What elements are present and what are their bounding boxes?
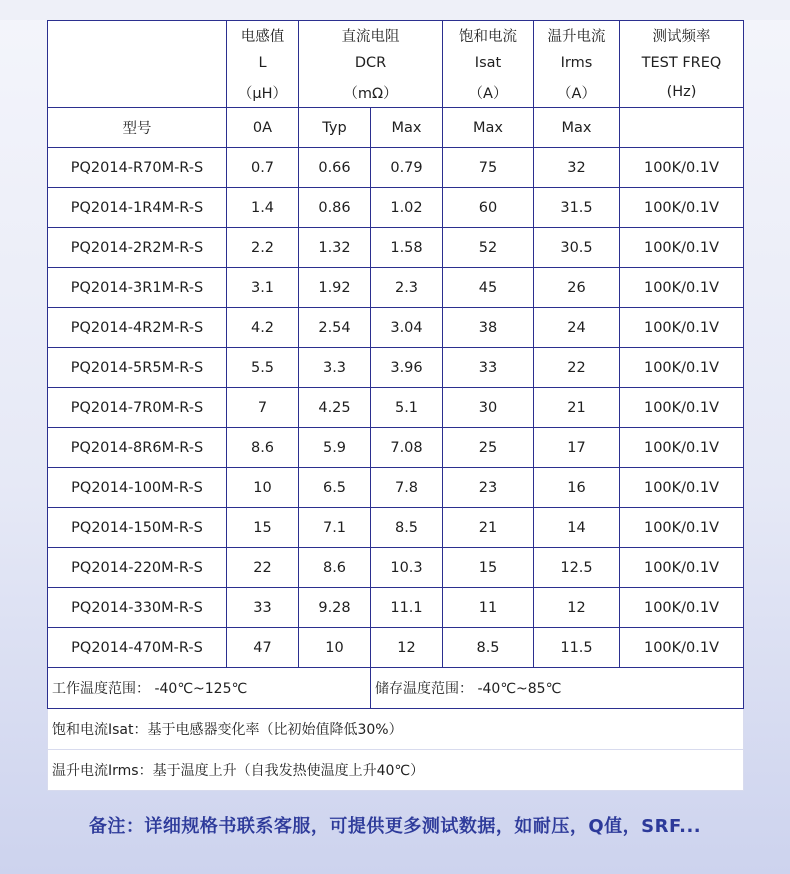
cell-dcr-typ: 8.6 [299, 548, 371, 588]
cell-inductance: 0.7 [227, 148, 299, 188]
header-row-names [48, 21, 744, 50]
header-unit-hz: (Hz) [620, 77, 744, 108]
cell-model: PQ2014-220M-R-S [48, 548, 227, 588]
cell-dcr-max: 0.79 [371, 148, 443, 188]
table-row [48, 508, 744, 548]
table-row [48, 588, 744, 628]
cell-isat: 25 [443, 428, 534, 468]
cell-dcr-typ: 6.5 [299, 468, 371, 508]
cell-model: PQ2014-4R2M-R-S [48, 308, 227, 348]
header-irms: 温升电流 [534, 21, 620, 50]
header-model-blank-1 [48, 21, 227, 50]
cell-isat: 75 [443, 148, 534, 188]
cell-model: PQ2014-7R0M-R-S [48, 388, 227, 428]
cell-isat: 60 [443, 188, 534, 228]
top-strip [0, 0, 790, 20]
header-model: 型号 [48, 108, 227, 148]
cell-test-freq: 100K/0.1V [620, 468, 744, 508]
storage-temp-note: 储存温度范围： -40℃~85℃ [371, 668, 744, 709]
cell-dcr-max: 10.3 [371, 548, 443, 588]
header-model-blank-3 [48, 77, 227, 108]
cell-isat: 11 [443, 588, 534, 628]
header-sub-isat-max: Max [443, 108, 534, 148]
table-row [48, 348, 744, 388]
cell-inductance: 4.2 [227, 308, 299, 348]
cell-test-freq: 100K/0.1V [620, 628, 744, 668]
cell-dcr-typ: 0.86 [299, 188, 371, 228]
table-row [48, 188, 744, 228]
cell-dcr-typ: 5.9 [299, 428, 371, 468]
cell-dcr-max: 11.1 [371, 588, 443, 628]
cell-inductance: 10 [227, 468, 299, 508]
cell-test-freq: 100K/0.1V [620, 388, 744, 428]
header-row-units [48, 77, 744, 108]
table-row [48, 628, 744, 668]
cell-inductance: 5.5 [227, 348, 299, 388]
cell-test-freq: 100K/0.1V [620, 508, 744, 548]
operating-temp-note: 工作温度范围： -40℃~125℃ [48, 668, 371, 709]
cell-test-freq: 100K/0.1V [620, 548, 744, 588]
table-row [48, 148, 744, 188]
remark-text: 备注：详细规格书联系客服，可提供更多测试数据，如耐压，Q值，SRF... [88, 816, 702, 837]
cell-isat: 8.5 [443, 628, 534, 668]
cell-test-freq: 100K/0.1V [620, 148, 744, 188]
cell-dcr-max: 3.04 [371, 308, 443, 348]
header-isat: 饱和电流 [443, 21, 534, 50]
cell-test-freq: 100K/0.1V [620, 588, 744, 628]
cell-irms: 26 [534, 268, 620, 308]
cell-inductance: 15 [227, 508, 299, 548]
header-symbol-l: L [227, 49, 299, 77]
cell-model: PQ2014-150M-R-S [48, 508, 227, 548]
header-dcr: 直流电阻 [299, 21, 443, 50]
cell-irms: 17 [534, 428, 620, 468]
cell-isat: 21 [443, 508, 534, 548]
cell-isat: 30 [443, 388, 534, 428]
note-temperature-row [48, 668, 744, 709]
isat-note: 饱和电流Isat：基于电感器变化率（比初始值降低30%） [48, 709, 744, 750]
cell-irms: 22 [534, 348, 620, 388]
cell-model: PQ2014-330M-R-S [48, 588, 227, 628]
cell-irms: 31.5 [534, 188, 620, 228]
cell-irms: 30.5 [534, 228, 620, 268]
cell-isat: 23 [443, 468, 534, 508]
header-row-sub [48, 108, 744, 148]
cell-dcr-max: 5.1 [371, 388, 443, 428]
cell-dcr-typ: 0.66 [299, 148, 371, 188]
cell-dcr-typ: 3.3 [299, 348, 371, 388]
irms-note: 温升电流Irms：基于温度上升（自我发热使温度上升40℃） [48, 750, 744, 791]
cell-dcr-typ: 10 [299, 628, 371, 668]
cell-irms: 24 [534, 308, 620, 348]
table-row [48, 388, 744, 428]
header-unit-mohm: （mΩ） [299, 77, 443, 108]
cell-dcr-typ: 2.54 [299, 308, 371, 348]
cell-model: PQ2014-8R6M-R-S [48, 428, 227, 468]
cell-test-freq: 100K/0.1V [620, 228, 744, 268]
header-symbol-isat: Isat [443, 49, 534, 77]
header-row-symbols [48, 49, 744, 77]
table-row [48, 268, 744, 308]
header-sub-typ: Typ [299, 108, 371, 148]
cell-irms: 32 [534, 148, 620, 188]
note-isat-row [48, 709, 744, 750]
cell-irms: 21 [534, 388, 620, 428]
header-sub-0a: 0A [227, 108, 299, 148]
cell-inductance: 33 [227, 588, 299, 628]
cell-dcr-max: 1.58 [371, 228, 443, 268]
cell-irms: 16 [534, 468, 620, 508]
cell-inductance: 1.4 [227, 188, 299, 228]
cell-model: PQ2014-100M-R-S [48, 468, 227, 508]
cell-dcr-typ: 1.32 [299, 228, 371, 268]
table-row [48, 468, 744, 508]
cell-isat: 15 [443, 548, 534, 588]
header-model-blank-2 [48, 49, 227, 77]
cell-inductance: 2.2 [227, 228, 299, 268]
cell-isat: 45 [443, 268, 534, 308]
cell-isat: 38 [443, 308, 534, 348]
cell-inductance: 47 [227, 628, 299, 668]
cell-model: PQ2014-5R5M-R-S [48, 348, 227, 388]
cell-inductance: 22 [227, 548, 299, 588]
cell-inductance: 3.1 [227, 268, 299, 308]
cell-dcr-max: 1.02 [371, 188, 443, 228]
cell-inductance: 8.6 [227, 428, 299, 468]
cell-dcr-max: 2.3 [371, 268, 443, 308]
cell-model: PQ2014-3R1M-R-S [48, 268, 227, 308]
header-sub-irms-max: Max [534, 108, 620, 148]
header-unit-uh: （μH） [227, 77, 299, 108]
header-symbol-irms: Irms [534, 49, 620, 77]
header-sub-blank [620, 108, 744, 148]
cell-dcr-max: 12 [371, 628, 443, 668]
header-test-freq: 测试频率 [620, 21, 744, 50]
cell-irms: 11.5 [534, 628, 620, 668]
cell-test-freq: 100K/0.1V [620, 268, 744, 308]
cell-model: PQ2014-470M-R-S [48, 628, 227, 668]
cell-model: PQ2014-2R2M-R-S [48, 228, 227, 268]
spec-table [47, 20, 744, 791]
cell-dcr-typ: 7.1 [299, 508, 371, 548]
table-row [48, 428, 744, 468]
cell-model: PQ2014-1R4M-R-S [48, 188, 227, 228]
cell-dcr-max: 8.5 [371, 508, 443, 548]
header-symbol-dcr: DCR [299, 49, 443, 77]
table-row [48, 548, 744, 588]
table-row [48, 308, 744, 348]
cell-model: PQ2014-R70M-R-S [48, 148, 227, 188]
header-symbol-freq: TEST FREQ [620, 49, 744, 77]
header-unit-isat-a: （A） [443, 77, 534, 108]
header-unit-irms-a: （A） [534, 77, 620, 108]
cell-irms: 12.5 [534, 548, 620, 588]
header-sub-dcr-max: Max [371, 108, 443, 148]
cell-irms: 14 [534, 508, 620, 548]
cell-irms: 12 [534, 588, 620, 628]
cell-dcr-typ: 9.28 [299, 588, 371, 628]
cell-dcr-max: 7.8 [371, 468, 443, 508]
cell-inductance: 7 [227, 388, 299, 428]
cell-isat: 52 [443, 228, 534, 268]
cell-dcr-max: 3.96 [371, 348, 443, 388]
cell-test-freq: 100K/0.1V [620, 428, 744, 468]
cell-test-freq: 100K/0.1V [620, 348, 744, 388]
header-inductance: 电感值 [227, 21, 299, 50]
note-irms-row [48, 750, 744, 791]
cell-isat: 33 [443, 348, 534, 388]
cell-dcr-max: 7.08 [371, 428, 443, 468]
table-row [48, 228, 744, 268]
cell-test-freq: 100K/0.1V [620, 188, 744, 228]
cell-test-freq: 100K/0.1V [620, 308, 744, 348]
cell-dcr-typ: 4.25 [299, 388, 371, 428]
cell-dcr-typ: 1.92 [299, 268, 371, 308]
